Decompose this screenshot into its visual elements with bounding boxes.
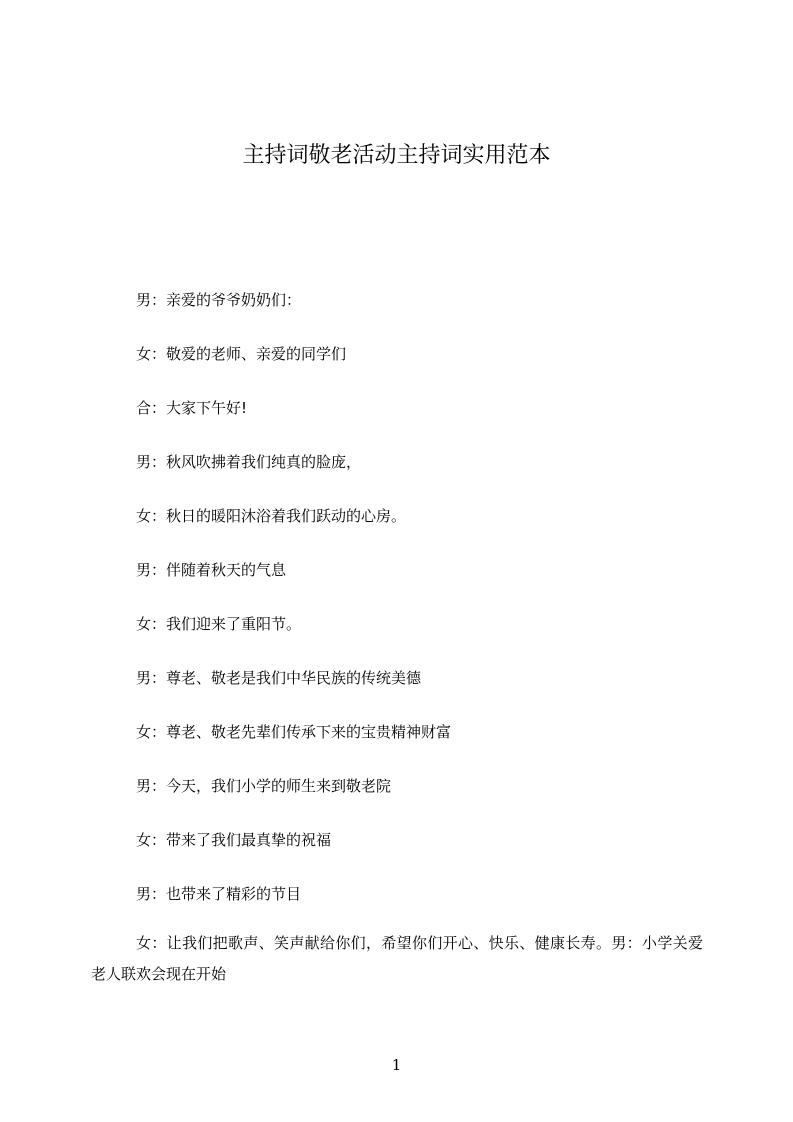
- dialogue-line: 男：今天，我们小学的师生来到敬老院: [136, 777, 392, 795]
- dialogue-line: 合：大家下午好!: [136, 399, 248, 417]
- dialogue-line: 女：我们迎来了重阳节。: [136, 615, 302, 633]
- dialogue-line: 男：亲爱的爷爷奶奶们：: [136, 291, 302, 309]
- dialogue-line: 女：敬爱的老师、亲爱的同学们: [136, 345, 347, 363]
- dialogue-line: 女：秋日的暖阳沐浴着我们跃动的心房。: [136, 507, 407, 525]
- dialogue-line: 男：也带来了精彩的节目: [136, 885, 302, 903]
- dialogue-line: 男：秋风吹拂着我们纯真的脸庞，: [136, 453, 362, 471]
- closing-paragraph: 女：让我们把歌声、笑声献给你们，希望你们开心、快乐、健康长寿。男：小学关爱老人联欢会现在开始: [91, 934, 703, 983]
- dialogue-line: 男：伴随着秋天的气息: [136, 561, 287, 579]
- dialogue-line: 女：带来了我们最真挚的祝福: [136, 831, 332, 849]
- document-title: 主持词敬老活动主持词实用范本: [242, 143, 551, 168]
- page-number: 1: [391, 1056, 402, 1074]
- dialogue-line: 男：尊老、敬老是我们中华民族的传统美德: [136, 669, 422, 687]
- dialogue-line: 女：尊老、敬老先辈们传承下来的宝贵精神财富: [136, 723, 452, 741]
